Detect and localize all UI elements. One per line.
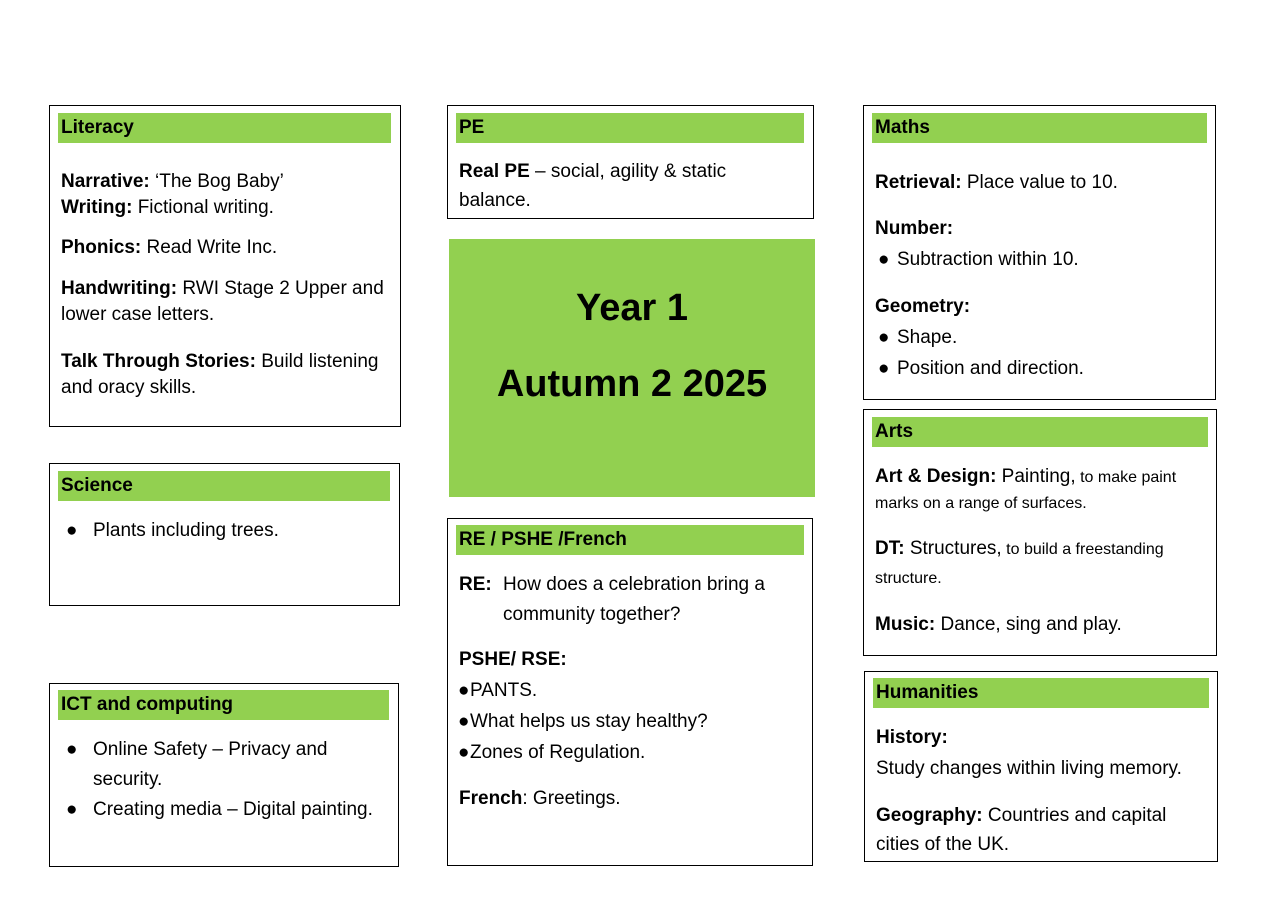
humanities-header: Humanities: [873, 678, 1209, 708]
science-header: Science: [58, 471, 390, 501]
number-item: Subtraction within 10.: [897, 249, 1079, 270]
music-value: Dance, sing and play.: [935, 614, 1122, 635]
dt-detail: to build a freestanding: [1001, 541, 1164, 558]
geometry-item: Shape.: [897, 327, 958, 348]
pe-box: [447, 105, 814, 219]
art-design-detail: to make paint: [1075, 469, 1177, 486]
ict-item-1-cont: security.: [93, 769, 163, 790]
geography-line: [876, 803, 1166, 829]
art-design-line: [875, 464, 1176, 491]
science-box: [49, 463, 400, 606]
literacy-box: [49, 105, 401, 427]
science-item: Plants including trees.: [93, 520, 279, 541]
pe-line-2: balance.: [459, 190, 531, 211]
ict-item-1: Online Safety – Privacy and: [93, 739, 328, 760]
re-question-cont: community together?: [503, 604, 681, 625]
talk-label: Talk Through Stories:: [61, 351, 256, 372]
french-line: [459, 786, 621, 812]
title-panel: [449, 239, 815, 497]
pe-value: – social, agility & static: [529, 161, 727, 182]
phonics-label: Phonics:: [61, 237, 142, 258]
bullet-dot-icon: ●: [878, 327, 890, 348]
pshe-item: Zones of Regulation.: [470, 742, 646, 763]
pshe-item: What helps us stay healthy?: [470, 711, 708, 732]
music-label: Music:: [875, 614, 936, 635]
handwriting-value: RWI Stage 2 Upper and: [177, 278, 384, 299]
writing-line: [61, 195, 274, 221]
art-design-detail-cont: marks on a range of surfaces.: [875, 495, 1087, 512]
writing-label: Writing:: [61, 197, 133, 218]
handwriting-line-2: lower case letters.: [61, 304, 215, 325]
geography-label: Geography:: [876, 805, 983, 826]
bullet-dot-icon: ●: [66, 520, 78, 541]
dt-line: [875, 536, 1164, 563]
ict-header: ICT and computing: [58, 690, 389, 720]
dt-detail-cont: structure.: [875, 570, 942, 587]
phonics-line: [61, 235, 277, 261]
pe-line: [459, 159, 726, 185]
geometry-item: Position and direction.: [897, 358, 1084, 379]
bullet-dot-icon: ●: [66, 799, 78, 820]
handwriting-label: Handwriting:: [61, 278, 178, 299]
maths-box: [863, 105, 1216, 400]
humanities-box: [864, 671, 1218, 862]
bullet-dot-icon: ●: [458, 680, 470, 701]
retrieval-value: Place value to 10.: [961, 172, 1118, 193]
phonics-value: Read Write Inc.: [141, 237, 278, 258]
talk-line-2: and oracy skills.: [61, 377, 197, 398]
pe-label: Real PE: [459, 161, 530, 182]
handwriting-line: [61, 276, 384, 302]
geography-value: Countries and capital: [982, 805, 1167, 826]
talk-line: [61, 349, 378, 375]
bullet-dot-icon: ●: [458, 711, 470, 732]
history-value: Study changes within living memory.: [876, 758, 1182, 779]
arts-box: [863, 409, 1217, 656]
number-label: Number:: [875, 218, 954, 239]
dt-label: DT:: [875, 538, 905, 559]
bullet-dot-icon: ●: [458, 742, 470, 763]
year-title: Year 1: [576, 287, 688, 329]
pshe-label: PSHE/ RSE:: [459, 649, 567, 670]
bullet-dot-icon: ●: [878, 358, 890, 379]
music-line: [875, 612, 1122, 638]
french-value: : Greetings.: [522, 788, 621, 809]
narrative-value: ‘The Bog Baby’: [149, 171, 284, 192]
re-pshe-french-box: [447, 518, 813, 866]
re-pshe-french-header: RE / PSHE /French: [456, 525, 804, 555]
ict-item-2: Creating media – Digital painting.: [93, 799, 373, 820]
narrative-label: Narrative:: [61, 171, 150, 192]
writing-value: Fictional writing.: [132, 197, 274, 218]
re-question: How does a celebration bring a: [503, 574, 765, 595]
literacy-header: Literacy: [58, 113, 391, 143]
arts-header: Arts: [872, 417, 1208, 447]
art-design-label: Art & Design:: [875, 466, 997, 487]
pshe-item: PANTS.: [470, 680, 538, 701]
geometry-label: Geometry:: [875, 296, 971, 317]
dt-value: Structures,: [904, 538, 1002, 559]
talk-value: Build listening: [255, 351, 379, 372]
narrative-line: [61, 169, 284, 195]
history-label: History:: [876, 727, 948, 748]
retrieval-line: [875, 170, 1118, 196]
bullet-dot-icon: ●: [66, 739, 78, 760]
art-design-value: Painting,: [996, 466, 1076, 487]
pe-header: PE: [456, 113, 804, 143]
ict-box: [49, 683, 399, 867]
maths-header: Maths: [872, 113, 1207, 143]
re-label: RE:: [459, 574, 492, 595]
geography-value-cont: cities of the UK.: [876, 834, 1010, 855]
term-title: Autumn 2 2025: [496, 363, 768, 405]
retrieval-label: Retrieval:: [875, 172, 962, 193]
french-label: French: [459, 788, 523, 809]
bullet-dot-icon: ●: [878, 249, 890, 270]
